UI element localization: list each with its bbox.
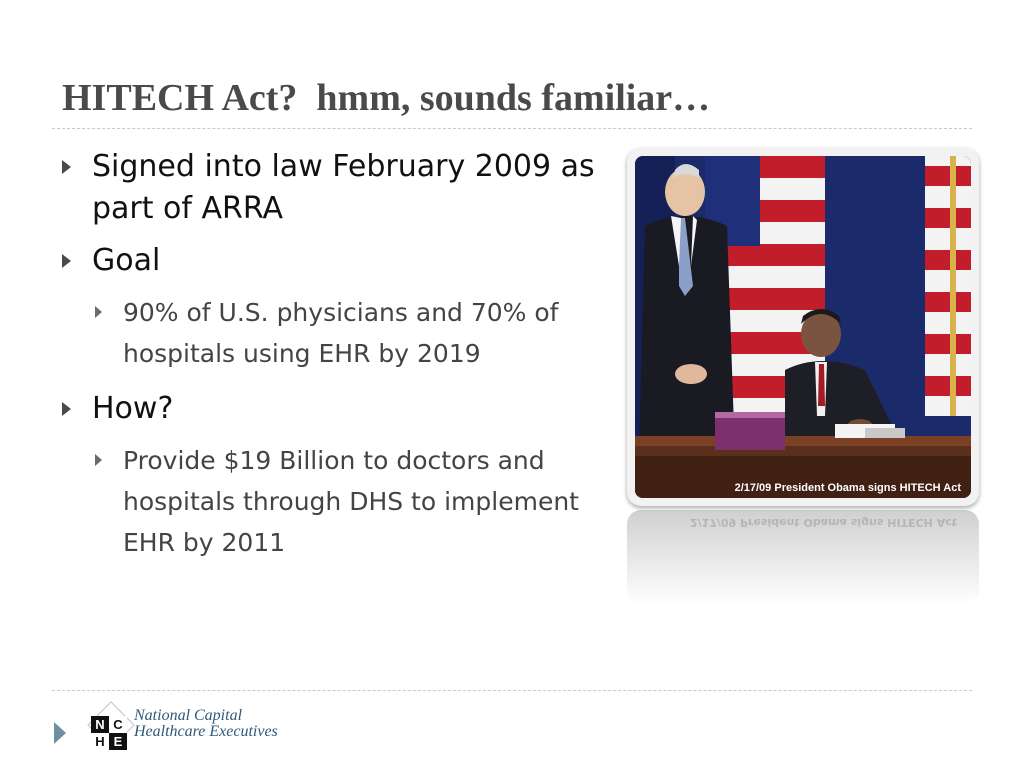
reflected-caption: 2/17/09 President Obama signs HITECH Act [689,516,957,529]
logo-letter: N [95,717,105,732]
organization-name [134,708,278,740]
footer-divider [52,690,972,691]
title-divider [52,128,972,129]
org-line-1: National Capital [134,707,243,724]
org-line-2: Healthcare Executives [134,723,278,740]
bullet-text: Signed into law February 2009 as part of ARRA [92,149,595,226]
logo-letter: E [113,734,123,749]
bullet-goal [62,240,612,282]
slide-title: HITECH Act? hmm, sounds familiar… [62,77,711,119]
next-slide-arrow-icon[interactable] [54,722,66,744]
bullet-signed [62,146,612,230]
signing-photo-illustration [635,156,971,498]
bullet-text: How? [92,391,174,426]
sub-bullet-text: Provide $19 Billion to doctors and hospitals through DHS to implement EHR by 2011 [123,446,579,557]
photo-reflection [627,510,979,605]
bullet-how [62,388,612,430]
signing-photo-frame [627,148,979,506]
logo-letter: C [109,716,127,733]
bullet-arrow-icon [62,402,71,416]
sub-bullet-how [62,440,612,563]
logo-letter: H [91,733,109,750]
sub-bullet-arrow-icon [95,454,102,466]
photo-caption: 2/17/09 President Obama signs HITECH Act [734,482,961,494]
signing-photo [635,156,971,498]
sub-bullet-arrow-icon [95,306,102,318]
bullet-text: Goal [92,243,161,278]
bullet-arrow-icon [62,160,71,174]
sub-bullet-text: 90% of U.S. physicians and 70% of hospitals using EHR by 2019 [123,298,559,368]
nche-logo [91,716,127,750]
bullet-arrow-icon [62,254,71,268]
bullet-list [62,146,612,577]
sub-bullet-goal [62,292,612,374]
